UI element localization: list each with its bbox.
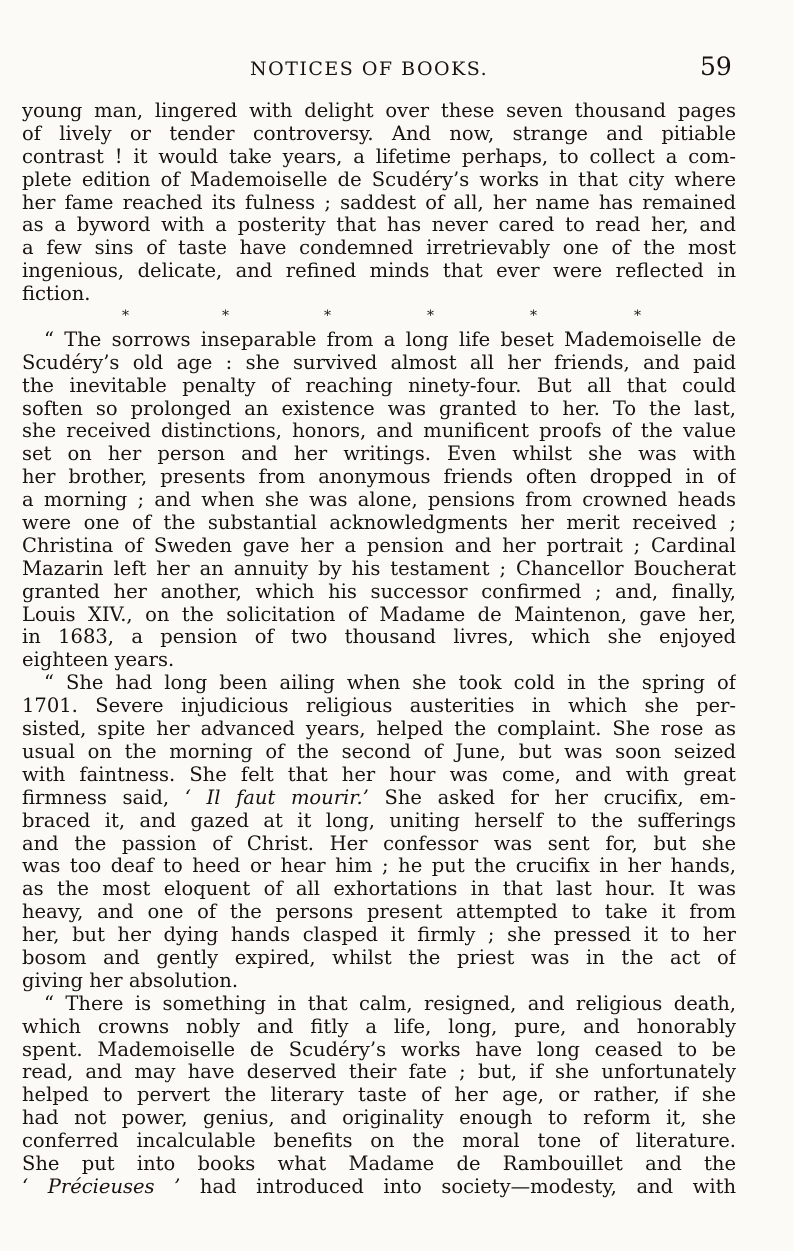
text-line: bosom and gently expired, whilst the priest was in the act of: [22, 946, 736, 969]
text-line: “ There is something in that calm, resigned, and religious death,: [44, 992, 736, 1015]
text-line: She put into books what Madame de Rambouillet and the: [22, 1152, 736, 1175]
text-line: which crowns nobly and fitly a life, long, pure, and honorably: [22, 1015, 736, 1038]
text-line: had not power, genius, and originality enough to reform it, she: [22, 1107, 736, 1130]
text-line: in 1683, a pension of two thousand livres, which she enjoyed: [22, 626, 736, 649]
text-line: Louis XIV., on the solicitation of Madame de Maintenon, gave her,: [22, 603, 736, 626]
text-line: a morning ; and when she was alone, pensions from crowned heads: [22, 489, 736, 512]
text-line: usual on the morning of the second of June, but was soon seized: [22, 740, 736, 763]
text-line: Scudéry’s old age : she survived almost all her friends, and paid: [22, 351, 736, 374]
text-line: sisted, spite her advanced years, helped the complaint. She rose as: [22, 718, 736, 741]
text-line: of lively or tender controversy. And now, strange and pitiable: [22, 122, 736, 145]
text-line: “ She had long been ailing when she took cold in the spring of: [44, 672, 736, 695]
text-line: contrast ! it would take years, a lifetime perhaps, to collect a com-: [22, 145, 736, 168]
text-line: her, but her dying hands clasped it firmly ; she pressed it to her: [22, 924, 736, 947]
body-text: [22, 100, 736, 1199]
italic-phrase: ‘ Il faut mourir.’: [184, 786, 369, 809]
text-line: spent. Mademoiselle de Scudéry’s works have long ceased to be: [22, 1038, 736, 1061]
text-line: a few sins of taste have condemned irretrievably one of the most: [22, 237, 736, 260]
text-line: fiction.: [22, 283, 91, 306]
asterisk: *: [427, 308, 434, 325]
text-line: soften so prolonged an existence was granted to her. To the last,: [22, 397, 736, 420]
text-line: helped to pervert the literary taste of her age, or rather, if she: [22, 1084, 736, 1107]
text-line: and the passion of Christ. Her confessor was sent for, but she: [22, 832, 736, 855]
asterisk: *: [222, 308, 229, 325]
text-line: ingenious, delicate, and refined minds that ever were reflected in: [22, 260, 736, 283]
text-line: eighteen years.: [22, 649, 175, 672]
text-line: as a byword with a posterity that has never cared to read her, and: [22, 214, 736, 237]
asterisk: *: [324, 308, 331, 325]
text-line: as the most eloquent of all exhortations in that last hour. It was: [22, 878, 736, 901]
text-line: giving her absolution.: [22, 969, 239, 992]
text-line: granted her another, which his successor confirmed ; and, finally,: [22, 580, 736, 603]
text-run: had introduced into society—modesty, and with: [180, 1175, 736, 1198]
text-line: Christina of Sweden gave her a pension and her portrait ; Cardinal: [22, 534, 736, 557]
asterisk: *: [634, 308, 641, 325]
page-number: 59: [700, 52, 732, 81]
text-line: set on her person and her writings. Even whilst she was with: [22, 443, 736, 466]
text-line: 1701. Severe injudicious religious austerities in which she per-: [22, 695, 736, 718]
asterisk: *: [530, 308, 537, 325]
text-line: braced it, and gazed at it long, uniting herself to the sufferings: [22, 809, 736, 832]
text-line: plete edition of Mademoiselle de Scudéry’s works in that city where: [22, 168, 736, 191]
italic-phrase: ‘ Précieuses ’: [22, 1175, 181, 1198]
text-line: [22, 787, 736, 810]
text-line: conferred incalculable benefits on the moral tone of literature.: [22, 1130, 736, 1153]
text-line: she received distinctions, honors, and munificent proofs of the value: [22, 420, 736, 443]
text-line: with faintness. She felt that her hour was come, and with great: [22, 763, 736, 786]
text-line: “ The sorrows inseparable from a long life beset Mademoiselle de: [44, 328, 736, 351]
text-line: Mazarin left her an annuity by his testament ; Chancellor Boucherat: [22, 557, 736, 580]
text-line: the inevitable penalty of reaching ninety-four. But all that could: [22, 374, 736, 397]
text-run: firmness said,: [22, 786, 185, 809]
text-line: read, and may have deserved their fate ; but, if she unfortunately: [22, 1061, 736, 1084]
section-break-asterisks: [22, 306, 736, 329]
asterisk: *: [122, 308, 129, 325]
running-header: [0, 52, 794, 86]
text-line: heavy, and one of the persons present attempted to take it from: [22, 901, 736, 924]
text-run: She asked for her crucifix, em-: [368, 786, 736, 809]
text-line: [22, 1176, 736, 1199]
text-line: her fame reached its fulness ; saddest of all, her name has remained: [22, 191, 736, 214]
text-line: were one of the substantial acknowledgments her merit received ;: [22, 512, 736, 535]
text-line: her brother, presents from anonymous friends often dropped in of: [22, 466, 736, 489]
running-title: NOTICES OF BOOKS.: [250, 58, 489, 80]
text-line: was too deaf to heed or hear him ; he put the crucifix in her hands,: [22, 855, 736, 878]
text-line: young man, lingered with delight over these seven thousand pages: [22, 100, 736, 122]
